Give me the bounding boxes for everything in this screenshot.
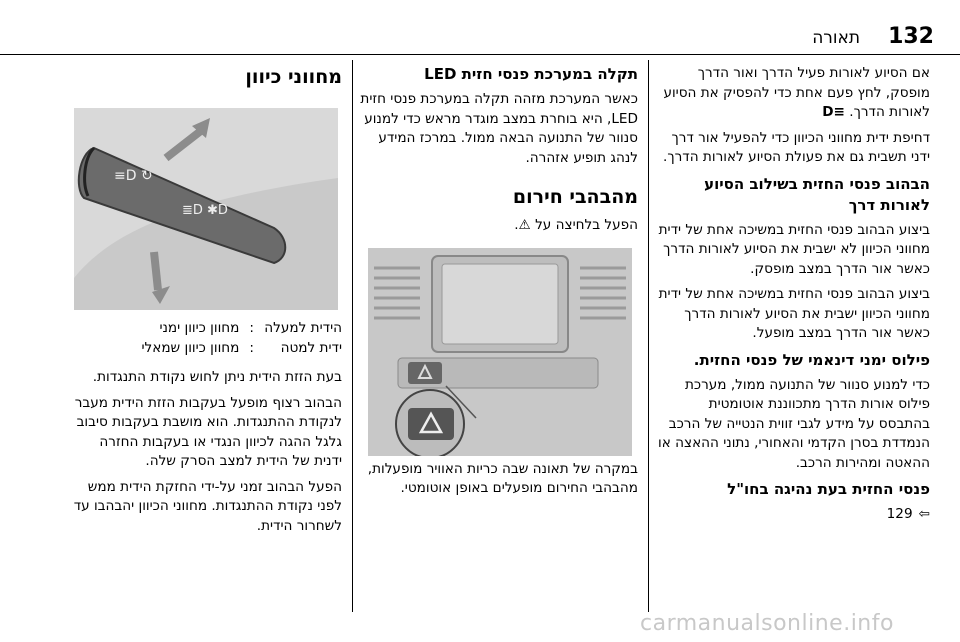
legend-label: הידית למעלה [264, 320, 342, 336]
page-ref-icon: ⇦ [918, 506, 930, 522]
stalk-symbol-text: ≣D ✱D [182, 203, 228, 218]
hazard-button-figure [368, 248, 632, 456]
legend-row [70, 318, 342, 338]
paragraph-text: אם הסיוע לאורות פעיל הדרך ואור הדרך מופסק, לחץ פעם אחת כדי להפסיק את הסיוע לאורות הדרך. [663, 65, 930, 120]
paragraph: כאשר המערכת מזהה תקלה במערכת פנסי חזית LED, היא בוחרת במצב מוגדר מראש כדי למנוע סנוור של התנועה הבאה ממול. במרכז המידע לנהג תופיע אזהרה. [360, 91, 638, 166]
stalk-illustration [74, 108, 338, 310]
column-divider-left [352, 60, 353, 612]
legend-row [70, 338, 342, 358]
section-heading: תקלה במערכת פנסי חזית LED [424, 65, 638, 83]
column-divider-right [648, 60, 649, 612]
paragraph: דחיפת ידית מחווני הכיוון כדי להפעיל אור דרך ידני תשבית גם את פעולת הסיוע לאורות הדרך. [663, 129, 930, 165]
column-left-lower [70, 318, 342, 542]
hazard-warning-icon: ⚠ [518, 217, 531, 233]
page-header [650, 24, 934, 52]
paragraph [658, 64, 930, 123]
watermark-url: carmanualsonline.info [640, 611, 894, 636]
legend-separator: : [249, 320, 254, 336]
stalk-symbol-text: ≡D ↻ [114, 168, 153, 184]
highbeam-button-symbol: ≡D [822, 104, 845, 120]
paragraph: הפעל בלחיצה על ⚠. [514, 217, 638, 233]
paragraph: בעת הזזת הידית ניתן לחוש נקודת התנגדות. [92, 369, 342, 385]
page-ref-number: 129 [886, 506, 913, 522]
dashboard-illustration [368, 248, 632, 456]
legend-label: ידית למטה [280, 340, 342, 356]
paragraph: הפעל הבהוב זמני על-ידי החזקת הידית ממש לפני נקודת ההתנגדות. מחווני הכיוון יהבהבו עד לשחרור הידית. [73, 478, 342, 534]
paragraph: ביצוע הבהוב פנסי החזית במשיכה אחת של ידית מחווני הכיוון ישבית את הסיוע לאורות הדרך כאשר אור הדרך במצב מופעל. [658, 286, 930, 341]
page-reference[interactable] [658, 505, 930, 525]
paragraph: כדי למנוע סנוור של התנועה ממול, מערכת פילוס אורות הדרך מתכווננת אוטומטית בהתבסס על מידע לגבי זווית הנטייה של הרכב הנמדדת בסרן הקדמי והאחורי, נתוני ההאצה או ההאטה ומהירות הרכב. [658, 376, 930, 471]
legend-text: מחוון כיוון ימני [159, 320, 240, 336]
column-right [658, 64, 930, 531]
paragraph: הבהוב רצוף מופעל בעקבות הזזת הידית מעבר לנקודת ההתנגדות. הוא מושבת בעקבות סיבוב גלגל ההגה לכיוון הנגדי או בעקבות החזרה ידנית של הידית למצב הסרק שלה. [74, 394, 342, 469]
page-number: 132 [888, 24, 934, 49]
section-heading: פנסי החזית בעת נהיגה בחו"ל [727, 480, 930, 498]
legend-separator: : [249, 340, 254, 356]
column-left [70, 64, 342, 96]
turn-signal-stalk-figure [74, 108, 338, 310]
paragraph: ביצוע הבהוב פנסי החזית במשיכה אחת של ידית מחווני הכיוון לא ישבית את הסיוע לאורות הדרך כאשר אור הדרך במצב מופסק. [658, 221, 930, 277]
section-heading-large: מהבהבי חירום [512, 186, 638, 208]
page-section-title: תאורה [812, 28, 861, 48]
header-rule [0, 54, 960, 55]
section-heading: הבהוב פנסי החזית בשילוב הסיוע לאורות דרך [704, 174, 930, 214]
paragraph: במקרה של תאונה שבה כריות האוויר מופעלות, מהבהבי החירום מופעלים באופן אוטומטי. [367, 460, 638, 496]
section-heading-large: מחווני כיוון [245, 66, 342, 88]
legend-text: מחוון כיוון שמאלי [141, 340, 240, 356]
paragraph-text: הפעל בלחיצה על [535, 217, 638, 233]
section-heading: פילוס ימני דינאמי של פנסי החזית. [693, 350, 930, 369]
